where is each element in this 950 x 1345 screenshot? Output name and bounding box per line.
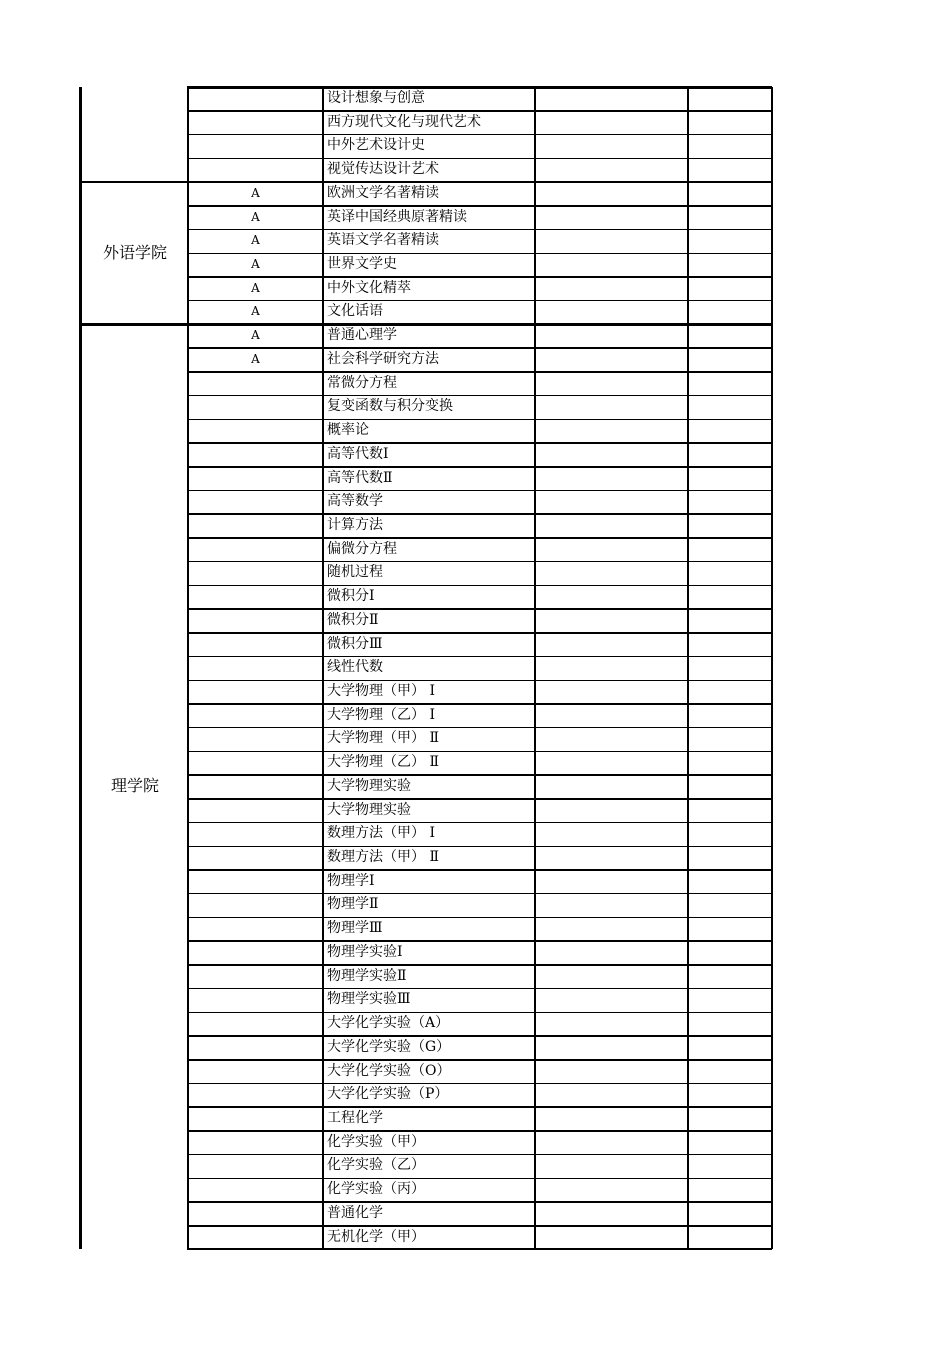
column-border [687,87,689,1249]
grade-cell [188,656,323,680]
grade-cell [188,1226,323,1250]
grade-cell [188,1202,323,1226]
grade-cell [188,988,323,1012]
course-name-cell: 化学实验（丙） [327,1181,425,1198]
grade-cell [188,941,323,965]
course-name-cell: 中外文化精萃 [327,279,411,296]
course-name-cell: 物理学Ⅱ [327,896,379,913]
column-border [771,87,773,1249]
grade-cell [188,727,323,751]
grade-cell [188,704,323,728]
course-name-cell: 大学物理（乙） Ⅰ [327,706,435,723]
grade-cell [188,443,323,467]
grade-cell [188,1083,323,1107]
grade-cell: A [251,257,260,272]
grade-cell [188,419,323,443]
course-name-cell: 高等数学 [327,493,383,510]
grade-cell [188,158,323,182]
course-name-cell: 计算方法 [327,516,383,533]
grade-cell [188,633,323,657]
grade-cell [188,561,323,585]
grade-cell [188,799,323,823]
grade-cell [188,538,323,562]
course-name-cell: 工程化学 [327,1109,383,1126]
course-name-cell: 大学物理实验 [327,777,411,794]
course-name-cell: 数理方法（甲） Ⅰ [327,825,435,842]
course-name-cell: 概率论 [327,422,369,439]
course-name-cell: 普通心理学 [327,327,397,344]
grade-cell [188,467,323,491]
course-name-cell: 物理学实验Ⅱ [327,967,407,984]
course-name-cell: 英译中国经典原著精读 [327,208,467,225]
grade-cell [188,395,323,419]
row-border [187,1248,772,1250]
course-name-cell: 大学化学实验（P） [327,1086,449,1103]
course-name-cell: 物理学实验Ⅰ [327,943,403,960]
grade-cell [188,1131,323,1155]
college-name-cell [82,87,188,182]
course-name-cell: 化学实验（甲） [327,1133,425,1150]
grade-cell [188,372,323,396]
grade-cell [188,585,323,609]
course-name-cell: 世界文学史 [327,256,397,273]
course-name-cell: 中外艺术设计史 [327,137,425,154]
course-name-cell: 西方现代文化与现代艺术 [327,113,481,130]
college-name-cell: 外语学院 [102,242,167,262]
course-name-cell: 物理学实验Ⅲ [327,991,411,1008]
course-name-cell: 物理学Ⅰ [327,872,375,889]
grade-cell [188,680,323,704]
course-name-cell: 微积分Ⅰ [327,588,375,605]
course-name-cell: 物理学Ⅲ [327,920,383,937]
course-name-cell: 数理方法（甲） Ⅱ [327,849,439,866]
course-name-cell: 大学物理（甲） Ⅰ [327,683,435,699]
course-name-cell: 微积分Ⅱ [327,611,379,628]
course-name-cell: 视觉传达设计艺术 [327,161,439,178]
grade-cell [188,917,323,941]
course-name-cell: 高等代数Ⅰ [327,445,389,462]
grade-cell [188,87,323,111]
course-name-cell: 设计想象与创意 [327,90,425,106]
grade-cell [188,1012,323,1036]
course-name-cell: 大学化学实验（G） [327,1038,451,1055]
grade-cell: A [251,280,260,295]
grade-cell [188,751,323,775]
grade-cell [188,775,323,799]
grade-cell [188,1107,323,1131]
grade-cell [188,1060,323,1084]
course-name-cell: 高等代数Ⅱ [327,469,393,486]
course-name-cell: 随机过程 [327,564,383,581]
course-name-cell: 普通化学 [327,1204,383,1221]
grade-cell [188,111,323,135]
grade-cell: A [251,304,260,319]
column-border [534,87,536,1249]
grade-cell [188,870,323,894]
grade-cell: A [251,185,260,200]
course-name-cell: 文化话语 [327,303,383,320]
grade-cell [188,134,323,158]
course-name-cell: 大学物理（乙） Ⅱ [327,754,439,771]
grade-cell: A [251,351,260,366]
course-name-cell: 偏微分方程 [327,540,397,557]
grade-cell [188,822,323,846]
course-name-cell: 欧洲文学名著精读 [327,184,439,201]
grade-cell [188,609,323,633]
course-name-cell: 化学实验（乙） [327,1157,425,1174]
course-name-cell: 微积分Ⅲ [327,635,383,652]
grade-cell: A [251,209,260,224]
course-name-cell: 线性代数 [327,659,383,676]
course-name-cell: 无机化学（甲） [327,1228,425,1245]
grade-cell: A [251,328,260,343]
grade-cell [188,893,323,917]
college-name-cell: 理学院 [110,776,159,796]
grade-cell [188,1036,323,1060]
grade-cell [188,1178,323,1202]
course-name-cell: 复变函数与积分变换 [327,398,453,415]
grade-cell [188,846,323,870]
course-name-cell: 大学化学实验（O） [327,1062,451,1079]
grade-cell [188,1154,323,1178]
course-name-cell: 英语文学名著精读 [327,232,439,249]
course-name-cell: 大学物理（甲） Ⅱ [327,730,439,747]
course-name-cell: 大学物理实验 [327,801,411,818]
course-name-cell: 社会科学研究方法 [327,350,439,367]
grade-cell [188,514,323,538]
grade-cell: A [251,233,260,248]
grade-cell [188,490,323,514]
course-name-cell: 常微分方程 [327,374,397,391]
grade-cell [188,965,323,989]
course-name-cell: 大学化学实验（A） [327,1015,450,1032]
